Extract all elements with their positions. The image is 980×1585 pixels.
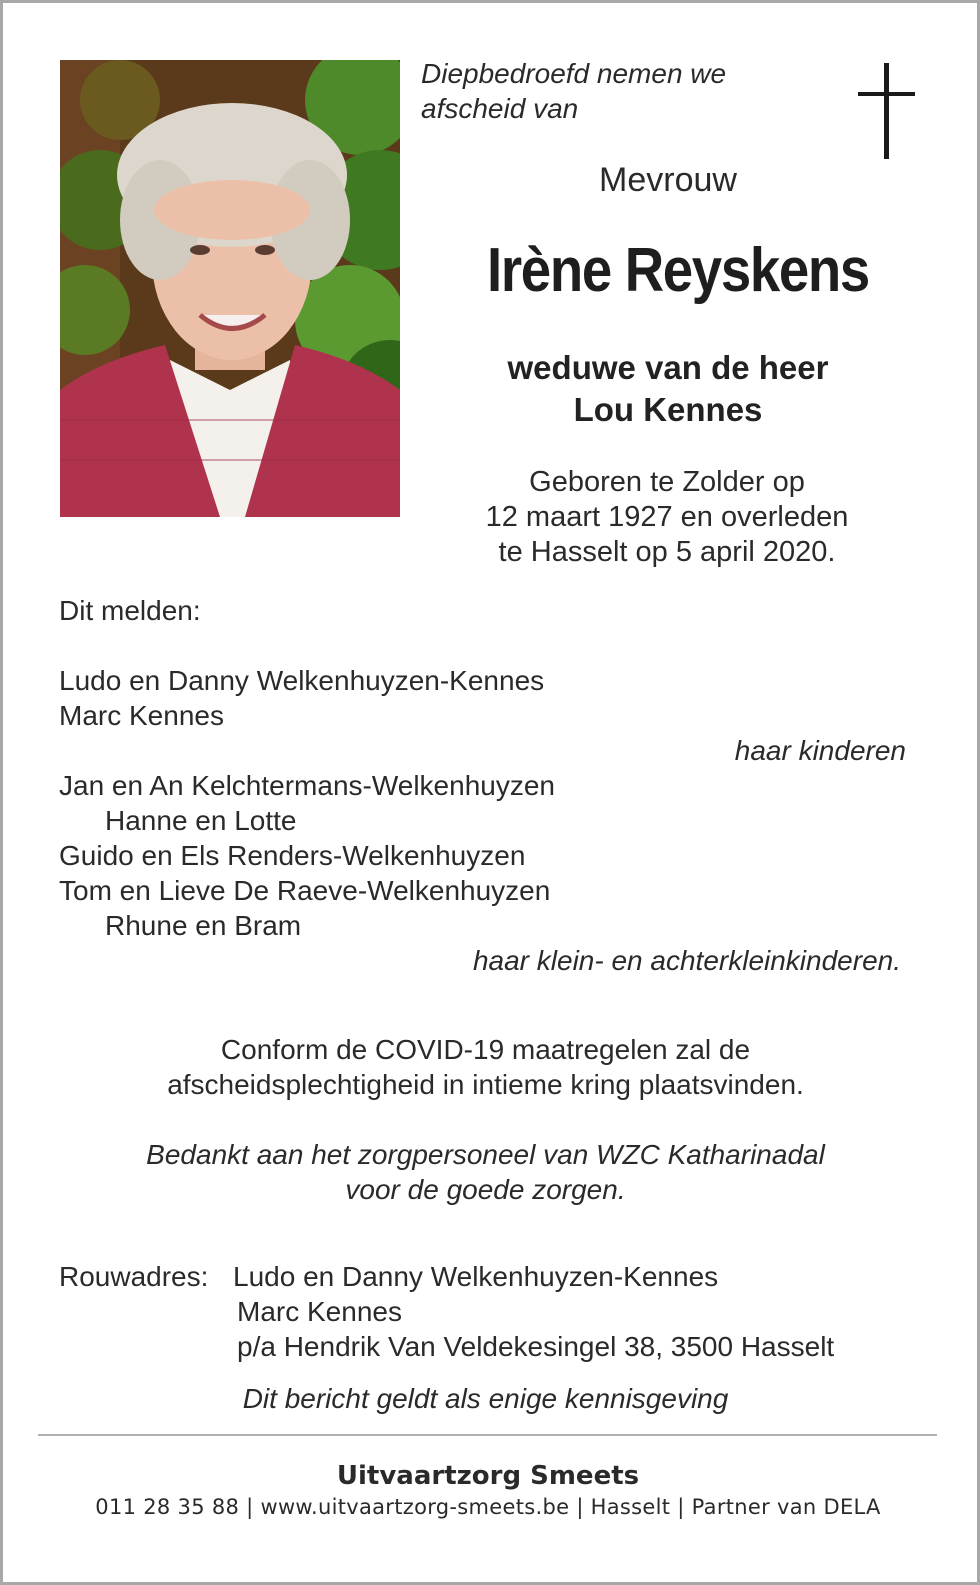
birth-death-line-3: te Hasselt op 5 april 2020.: [498, 536, 836, 568]
address-line: Marc Kennes: [237, 1296, 402, 1327]
list-item: Ludo en Danny Welkenhuyzen-Kennes: [59, 665, 545, 696]
spouse-line-2: Lou Kennes: [573, 391, 763, 428]
list-item: Marc Kennes: [59, 700, 224, 731]
divider: [38, 1434, 937, 1436]
covid-line-1: Conform de COVID-19 maatregelen zal de: [220, 1034, 751, 1065]
list-item: Tom en Lieve De Raeve-Welkenhuyzen: [59, 875, 551, 906]
children-list: [59, 663, 859, 733]
notice-text: Dit bericht geldt als enige kennisgeving: [242, 1383, 729, 1414]
deceased-name: Irène Reyskens: [487, 236, 869, 305]
list-item: Guido en Els Renders-Welkenhuyzen: [59, 840, 526, 871]
portrait-photo: [60, 60, 400, 517]
spouse-text: [433, 347, 903, 431]
footer-contact: 011 28 35 88 | www.uitvaartzorg-smeets.be | Hasselt | Partner van DELA: [95, 1495, 881, 1519]
thanks-line-2: voor de goede zorgen.: [345, 1174, 626, 1205]
list-item: Jan en An Kelchtermans-Welkenhuyzen: [59, 770, 555, 801]
covid-line-2: afscheidsplechtigheid in intieme kring plaatsvinden.: [167, 1069, 804, 1100]
thanks-note: [63, 1137, 908, 1207]
grandchildren-list: [59, 768, 859, 943]
list-item: Rhune en Bram: [105, 910, 302, 941]
address-line: Ludo en Danny Welkenhuyzen-Kennes: [233, 1261, 719, 1292]
address-label: Rouwadres:: [59, 1261, 209, 1292]
spouse-line-1: weduwe van de heer: [507, 349, 829, 386]
birth-death-line-2: 12 maart 1927 en overleden: [485, 501, 849, 533]
announce-label: Dit melden:: [59, 595, 201, 626]
intro-text: [421, 56, 801, 126]
cross-icon: [858, 63, 915, 159]
birth-death-text: [423, 465, 911, 570]
address-block: [233, 1259, 933, 1364]
list-item: Hanne en Lotte: [105, 805, 297, 836]
footer-company: Uitvaartzorg Smeets: [336, 1461, 640, 1491]
grandchildren-caption: haar klein- en achterkleinkinderen.: [472, 945, 901, 976]
covid-note: [63, 1032, 908, 1102]
address-line: p/a Hendrik Van Veldekesingel 38, 3500 Hasselt: [237, 1331, 835, 1362]
title-text: Mevrouw: [599, 161, 737, 199]
intro-line-2: afscheid van: [421, 93, 579, 124]
birth-death-line-1: Geboren te Zolder op: [529, 466, 805, 498]
children-caption: haar kinderen: [734, 735, 906, 766]
thanks-line-1: Bedankt aan het zorgpersoneel van WZC Katharinadal: [146, 1139, 825, 1170]
intro-line-1: Diepbedroefd nemen we: [421, 58, 727, 89]
